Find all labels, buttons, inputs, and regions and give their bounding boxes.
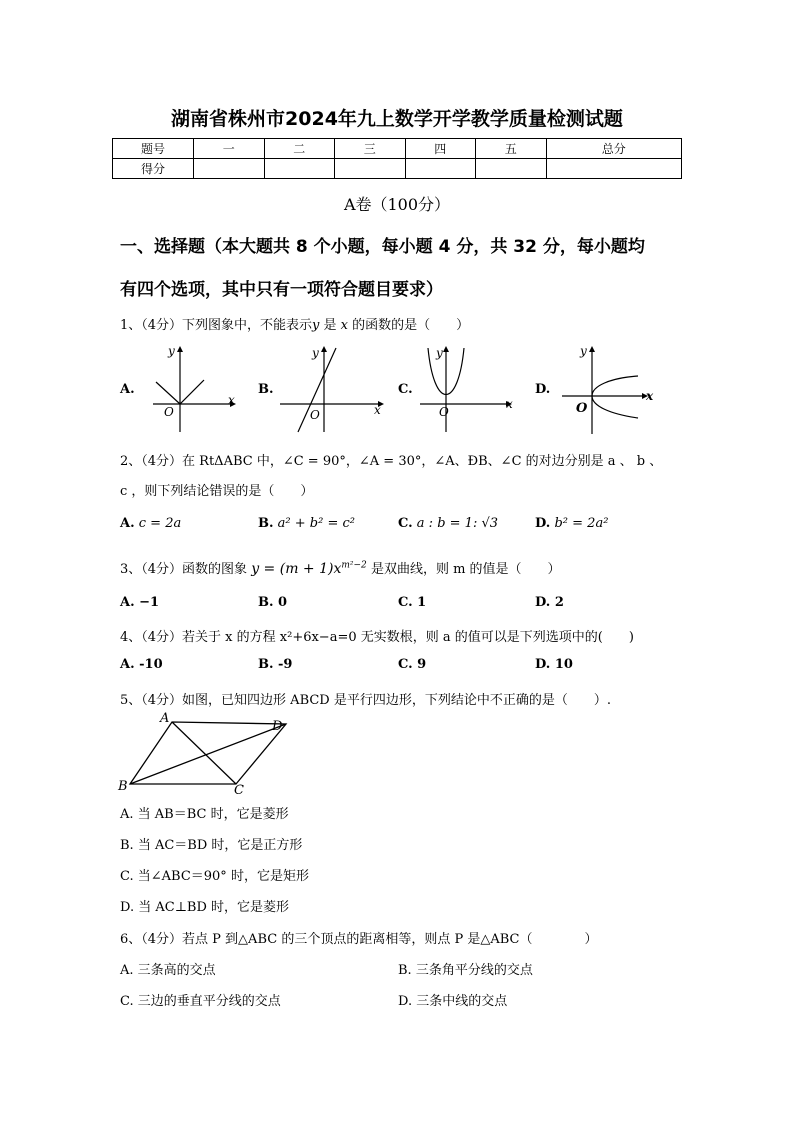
q6-option-a: A. 三条高的交点 xyxy=(120,963,216,978)
q1-graph-a xyxy=(148,344,238,434)
q1-tail-text: 的函数的是（ ） xyxy=(348,318,470,333)
q2-option-c-label: C. xyxy=(398,516,413,531)
q6-option-d: D. 三条中线的交点 xyxy=(398,994,508,1009)
q1-graph-d xyxy=(560,342,660,437)
q5-option-d: D. 当 AC⊥BD 时，它是菱形 xyxy=(120,900,290,915)
q4-option-b: B. -9 xyxy=(258,657,293,672)
q1-stem-text: 1、（4分）下列图象中，不能表示 xyxy=(120,318,313,333)
q5-option-c: C. 当∠ABC＝90° 时，它是矩形 xyxy=(120,869,309,884)
score-header-cell: 二 xyxy=(264,139,335,159)
question-2-stem-line2: c ，则下列结论错误的是（ ） xyxy=(120,484,314,499)
question-1-stem xyxy=(120,314,469,333)
q1c-x-label: x xyxy=(506,397,513,411)
q1b-x-label: x xyxy=(374,403,381,417)
score-header-cell: 五 xyxy=(476,139,547,159)
q1a-y-arrow xyxy=(177,346,183,352)
score-cell[interactable] xyxy=(335,159,406,179)
section-heading-line1: 一、选择题（本大题共 8 个小题，每小题 4 分，共 32 分，每小题均 xyxy=(120,237,645,257)
q1d-y-arrow xyxy=(589,346,595,352)
q2-option-a-text: c = 2a xyxy=(138,516,182,531)
q5-parallelogram-figure xyxy=(116,710,296,798)
q1-option-d-label: D. xyxy=(535,382,551,397)
q3-option-d: D. 2 xyxy=(535,595,564,610)
q4-option-d: D. 10 xyxy=(535,657,573,672)
score-header-cell: 四 xyxy=(405,139,476,159)
question-2-stem-line1: 2、（4分）在 RtΔABC 中，∠C = 90°，∠A = 30°，∠A、ÐB、∠C 的对边分别是 a 、 b 、 xyxy=(120,454,663,469)
q1b-origin-label: O xyxy=(310,408,320,422)
q1-graph-c xyxy=(418,344,518,434)
section-heading-line2: 有四个选项，其中只有一项符合题目要求） xyxy=(120,280,443,300)
q1-option-a-label: A. xyxy=(120,382,135,397)
question-3-stem xyxy=(120,558,561,577)
q6-option-c: C. 三边的垂直平分线的交点 xyxy=(120,994,281,1009)
q3-formula: y = (m + 1)x xyxy=(251,561,342,577)
score-cell[interactable] xyxy=(405,159,476,179)
score-header-cell: 题号 xyxy=(113,139,194,159)
question-4-stem: 4、（4分）若关于 x 的方程 x²+6x−a=0 无实数根，则 a 的值可以是下列选项中的( ) xyxy=(120,630,634,645)
q2-option-d-label: D. xyxy=(535,516,551,531)
q4-option-c: C. 9 xyxy=(398,657,427,672)
q3-option-b: B. 0 xyxy=(258,595,288,610)
score-cell[interactable] xyxy=(264,159,335,179)
q5-diagonal-ac xyxy=(172,722,236,784)
score-header-cell: 一 xyxy=(194,139,265,159)
q2-option-d xyxy=(535,516,608,531)
q1b-y-arrow xyxy=(321,346,327,352)
q2-option-a xyxy=(120,516,181,531)
score-header-cell: 总分 xyxy=(546,139,682,159)
q1d-curve xyxy=(592,376,638,418)
q1-var-y: y xyxy=(312,318,320,333)
q3-stem-text: 3、（4分）函数的图象 xyxy=(120,562,248,577)
q1a-y-label: y xyxy=(168,344,175,358)
q2-option-b-label: B. xyxy=(258,516,274,531)
q2-option-c-text: a : b = 1: √3 xyxy=(416,516,499,531)
q5-vertex-d: D xyxy=(272,719,283,734)
q3-tail-text: 是双曲线，则 m 的值是（ ） xyxy=(370,562,561,577)
q6-option-b: B. 三条角平分线的交点 xyxy=(398,963,533,978)
score-row-label: 得分 xyxy=(113,159,194,179)
score-cell[interactable] xyxy=(546,159,682,179)
q5-diagonal-bd xyxy=(130,724,286,784)
score-header-cell: 三 xyxy=(335,139,406,159)
q1a-origin-label: O xyxy=(164,405,174,419)
q1d-x-label: x xyxy=(646,389,654,403)
q1c-y-label: y xyxy=(436,346,443,360)
volume-heading: A卷（100分） xyxy=(343,195,451,214)
q2-option-a-label: A. xyxy=(120,516,135,531)
page-title: 湖南省株州市2024年九上数学开学教学质量检测试题 xyxy=(171,108,623,130)
q1c-y-arrow xyxy=(443,346,449,352)
q1-option-b-label: B. xyxy=(258,382,274,397)
q3-option-c: C. 1 xyxy=(398,595,427,610)
q1a-x-label: x xyxy=(228,393,235,407)
q5-vertex-c: C xyxy=(234,783,244,798)
q5-option-a: A. 当 AB＝BC 时，它是菱形 xyxy=(120,807,289,822)
score-cell[interactable] xyxy=(476,159,547,179)
score-table-header-row xyxy=(113,139,682,159)
q1-mid-text: 是 xyxy=(319,318,341,333)
q2-option-b-text: a² + b² = c² xyxy=(277,516,355,531)
q1d-origin-label: O xyxy=(576,401,588,416)
q1-var-x: x xyxy=(340,318,349,333)
question-6-stem: 6、（4分）若点 P 到△ABC 的三个顶点的距离相等，则点 P 是△ABC（ ） xyxy=(120,932,598,947)
q1d-y-label: y xyxy=(580,344,587,358)
q4-option-a: A. -10 xyxy=(120,657,163,672)
q5-vertex-b: B xyxy=(118,779,128,794)
q2-option-c xyxy=(398,516,498,531)
score-cell[interactable] xyxy=(194,159,265,179)
q1c-origin-label: O xyxy=(439,405,449,419)
q1b-y-label: y xyxy=(312,346,319,360)
q3-option-a: A. −1 xyxy=(120,595,160,610)
q2-option-d-text: b² = 2a² xyxy=(554,516,609,531)
q1-graph-b xyxy=(278,344,388,434)
q3-exponent: m²−2 xyxy=(341,560,367,571)
score-table xyxy=(112,138,682,179)
q2-option-b xyxy=(258,516,355,531)
q5-option-b: B. 当 AC＝BD 时，它是正方形 xyxy=(120,838,303,853)
q1-option-c-label: C. xyxy=(398,382,413,397)
question-5-stem: 5、（4分）如图，已知四边形 ABCD 是平行四边形，下列结论中不正确的是（ ）. xyxy=(120,693,611,708)
q5-vertex-a: A xyxy=(160,711,170,726)
score-table-score-row xyxy=(113,159,682,179)
